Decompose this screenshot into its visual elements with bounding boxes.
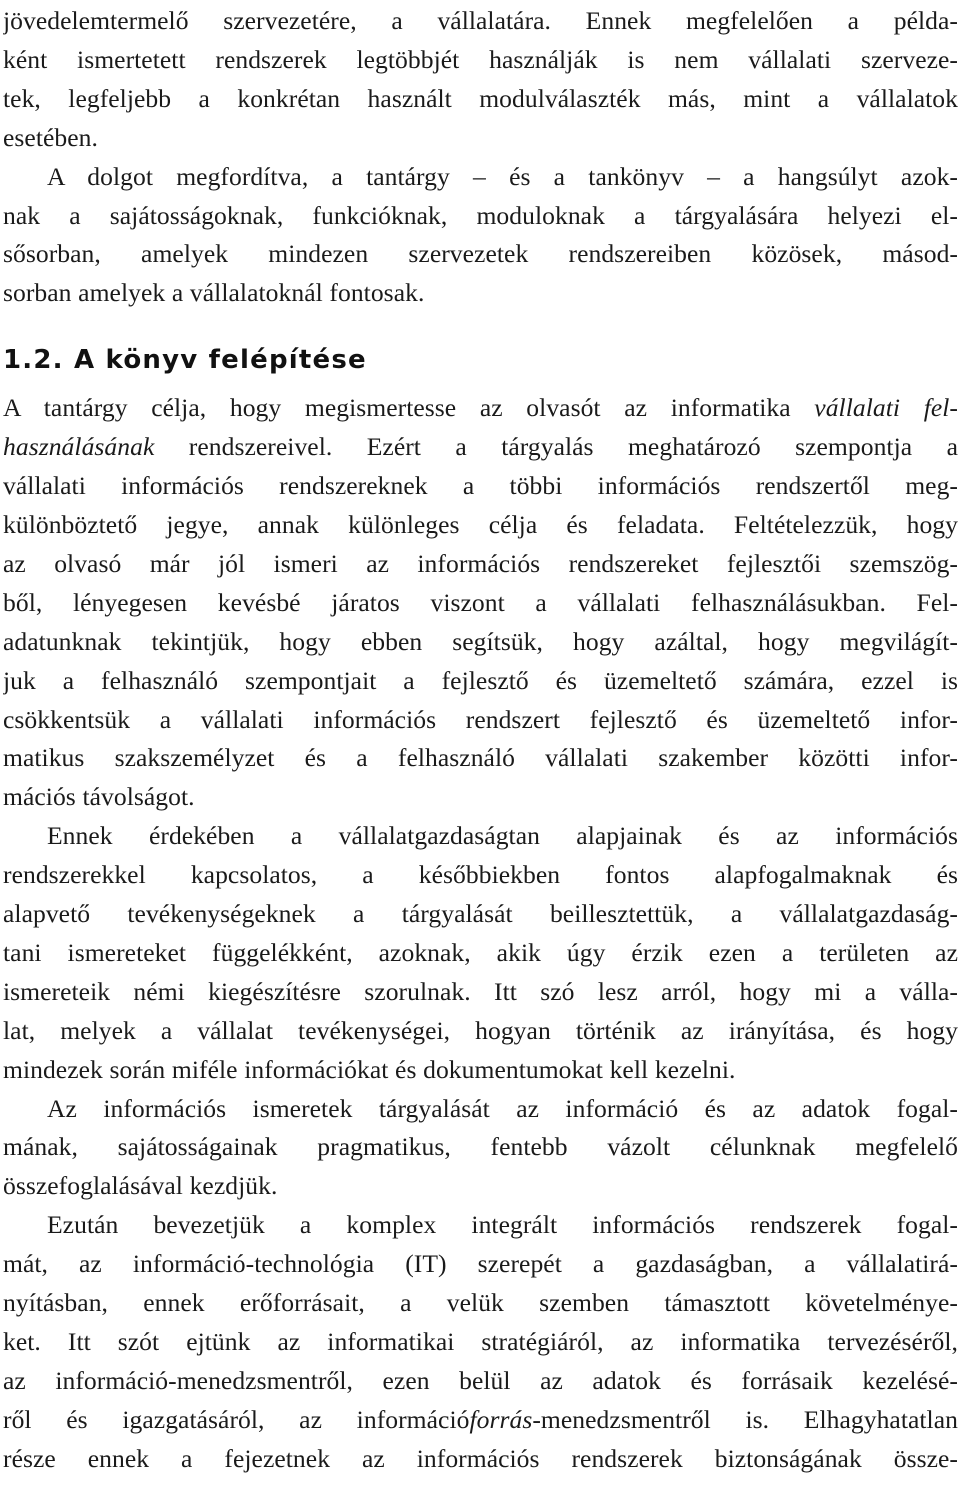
text-line: ket. Itt szót ejtünk az informatikai stratégiáról, az informatika tervezéséről,: [3, 1327, 958, 1356]
text-line: matikus szakszemélyzet és a felhasználó vállalati szakember közötti infor-: [3, 743, 958, 773]
text-line: Ennek érdekében a vállalatgazdaságtan alapjainak és az információs: [47, 821, 958, 851]
text-run: A tantárgy célja, hogy megismertesse az olvasót az informatika: [3, 393, 815, 423]
text-line: alapvető tevékenységeknek a tárgyalását beillesztettük, a vállalatgazdaság-: [3, 899, 958, 929]
text-line: [3, 389, 958, 428]
text-line: ismereteik némi kiegészítésre szorulnak. Itt szó lesz arról, hogy mi a válla-: [3, 976, 958, 1006]
text-line: sorban amelyek a vállalatoknál fontosak.: [3, 278, 425, 308]
text-line: vállalati információs rendszereknek a többi információs rendszertől meg-: [3, 471, 958, 501]
italic-run: vállalati fel-: [814, 393, 958, 423]
text-line: ből, lényegesen kevésbé járatos viszont a vállalati felhasználásukban. Fel-: [3, 587, 958, 617]
italic-run: használásának: [3, 432, 155, 462]
paragraph-4: [3, 817, 958, 1089]
text-line: nyításban, ennek erőforrásait, a velük szemben támasztott követelménye-: [3, 1288, 958, 1318]
text-line: sősorban, amelyek mindezen szervezetek rendszereiben közösek, másod-: [3, 239, 958, 269]
paragraph-5: [3, 1090, 958, 1207]
paragraph-6: [3, 1206, 958, 1478]
text-line: jövedelemtermelő szervezetére, a vállalatára. Ennek megfelelően a példa-: [3, 6, 958, 35]
paragraph-1: [3, 2, 958, 158]
text-line: összefoglalásával kezdjük.: [3, 1171, 278, 1201]
text-line: Az információs ismeretek tárgyalását az információ és az adatok fogal-: [47, 1093, 958, 1123]
text-line: lat, melyek a vállalat tevékenységei, hogyan történik az irányítása, és hogy: [3, 1015, 958, 1045]
text-line: mát, az információ-technológia (IT) szerepét a gazdaságban, a vállalatirá-: [3, 1249, 958, 1279]
text-line: különböztető jegye, annak különleges célja és feladata. Feltételezzük, hogy: [3, 509, 958, 539]
text-line: A dolgot megfordítva, a tantárgy – és a tankönyv – a hangsúlyt azok-: [47, 161, 958, 191]
text-line: [3, 1401, 958, 1440]
text-line: [3, 428, 958, 467]
text-line: mindezek során miféle információkat és dokumentumokat kell kezelni.: [3, 1054, 736, 1084]
text-run: rendszereivel. Ezért a tárgyalás meghatározó szempontja a: [154, 432, 958, 462]
text-line: része ennek a fejezetnek az információs rendszerek biztonságának össze-: [3, 1443, 958, 1473]
text-line: rendszerekkel kapcsolatos, a későbbiekben fontos alapfogalmaknak és: [3, 860, 958, 890]
italic-run: forrás: [469, 1404, 533, 1434]
text-line: Ezután bevezetjük a komplex integrált információs rendszerek fogal-: [47, 1210, 958, 1240]
paragraph-3: [3, 389, 958, 817]
text-line: ként ismertetett rendszerek legtöbbjét használják is nem vállalati szerveze-: [3, 44, 958, 74]
section-heading: 1.2. A könyv felépítése: [3, 345, 367, 376]
text-run: ről és igazgatásáról, az információ: [3, 1404, 470, 1434]
paragraph-2: [3, 158, 958, 314]
text-line: mációs távolságot.: [3, 782, 195, 812]
text-line: tani ismereteket függelékként, azoknak, akik úgy érzik ezen a területen az: [3, 937, 958, 967]
text-line: az olvasó már jól ismeri az információs rendszereket fejlesztői szemszög-: [3, 548, 958, 578]
text-run: -menedzsmentről is. Elhagyhatatlan: [532, 1404, 958, 1434]
text-line: az információ-menedzsmentről, ezen belül az adatok és forrásaik kezelésé-: [3, 1365, 958, 1395]
text-line: csökkentsük a vállalati információs rendszert fejlesztő és üzemeltető infor-: [3, 704, 958, 734]
text-line: tek, legfeljebb a konkrétan használt modulválaszték más, mint a vállalatok: [3, 83, 958, 113]
text-line: adatunknak tekintjük, hogy ebben segítsük, hogy azáltal, hogy megvilágít-: [3, 626, 958, 656]
text-line: nak a sajátosságoknak, funkcióknak, moduloknak a tárgyalására helyezi el-: [3, 200, 958, 230]
text-line: mának, sajátosságainak pragmatikus, fentebb vázolt célunknak megfelelő: [3, 1132, 958, 1162]
text-line: esetében.: [3, 122, 98, 152]
text-line: juk a felhasználó szempontjait a fejlesztő és üzemeltető számára, ezzel is: [3, 665, 958, 695]
